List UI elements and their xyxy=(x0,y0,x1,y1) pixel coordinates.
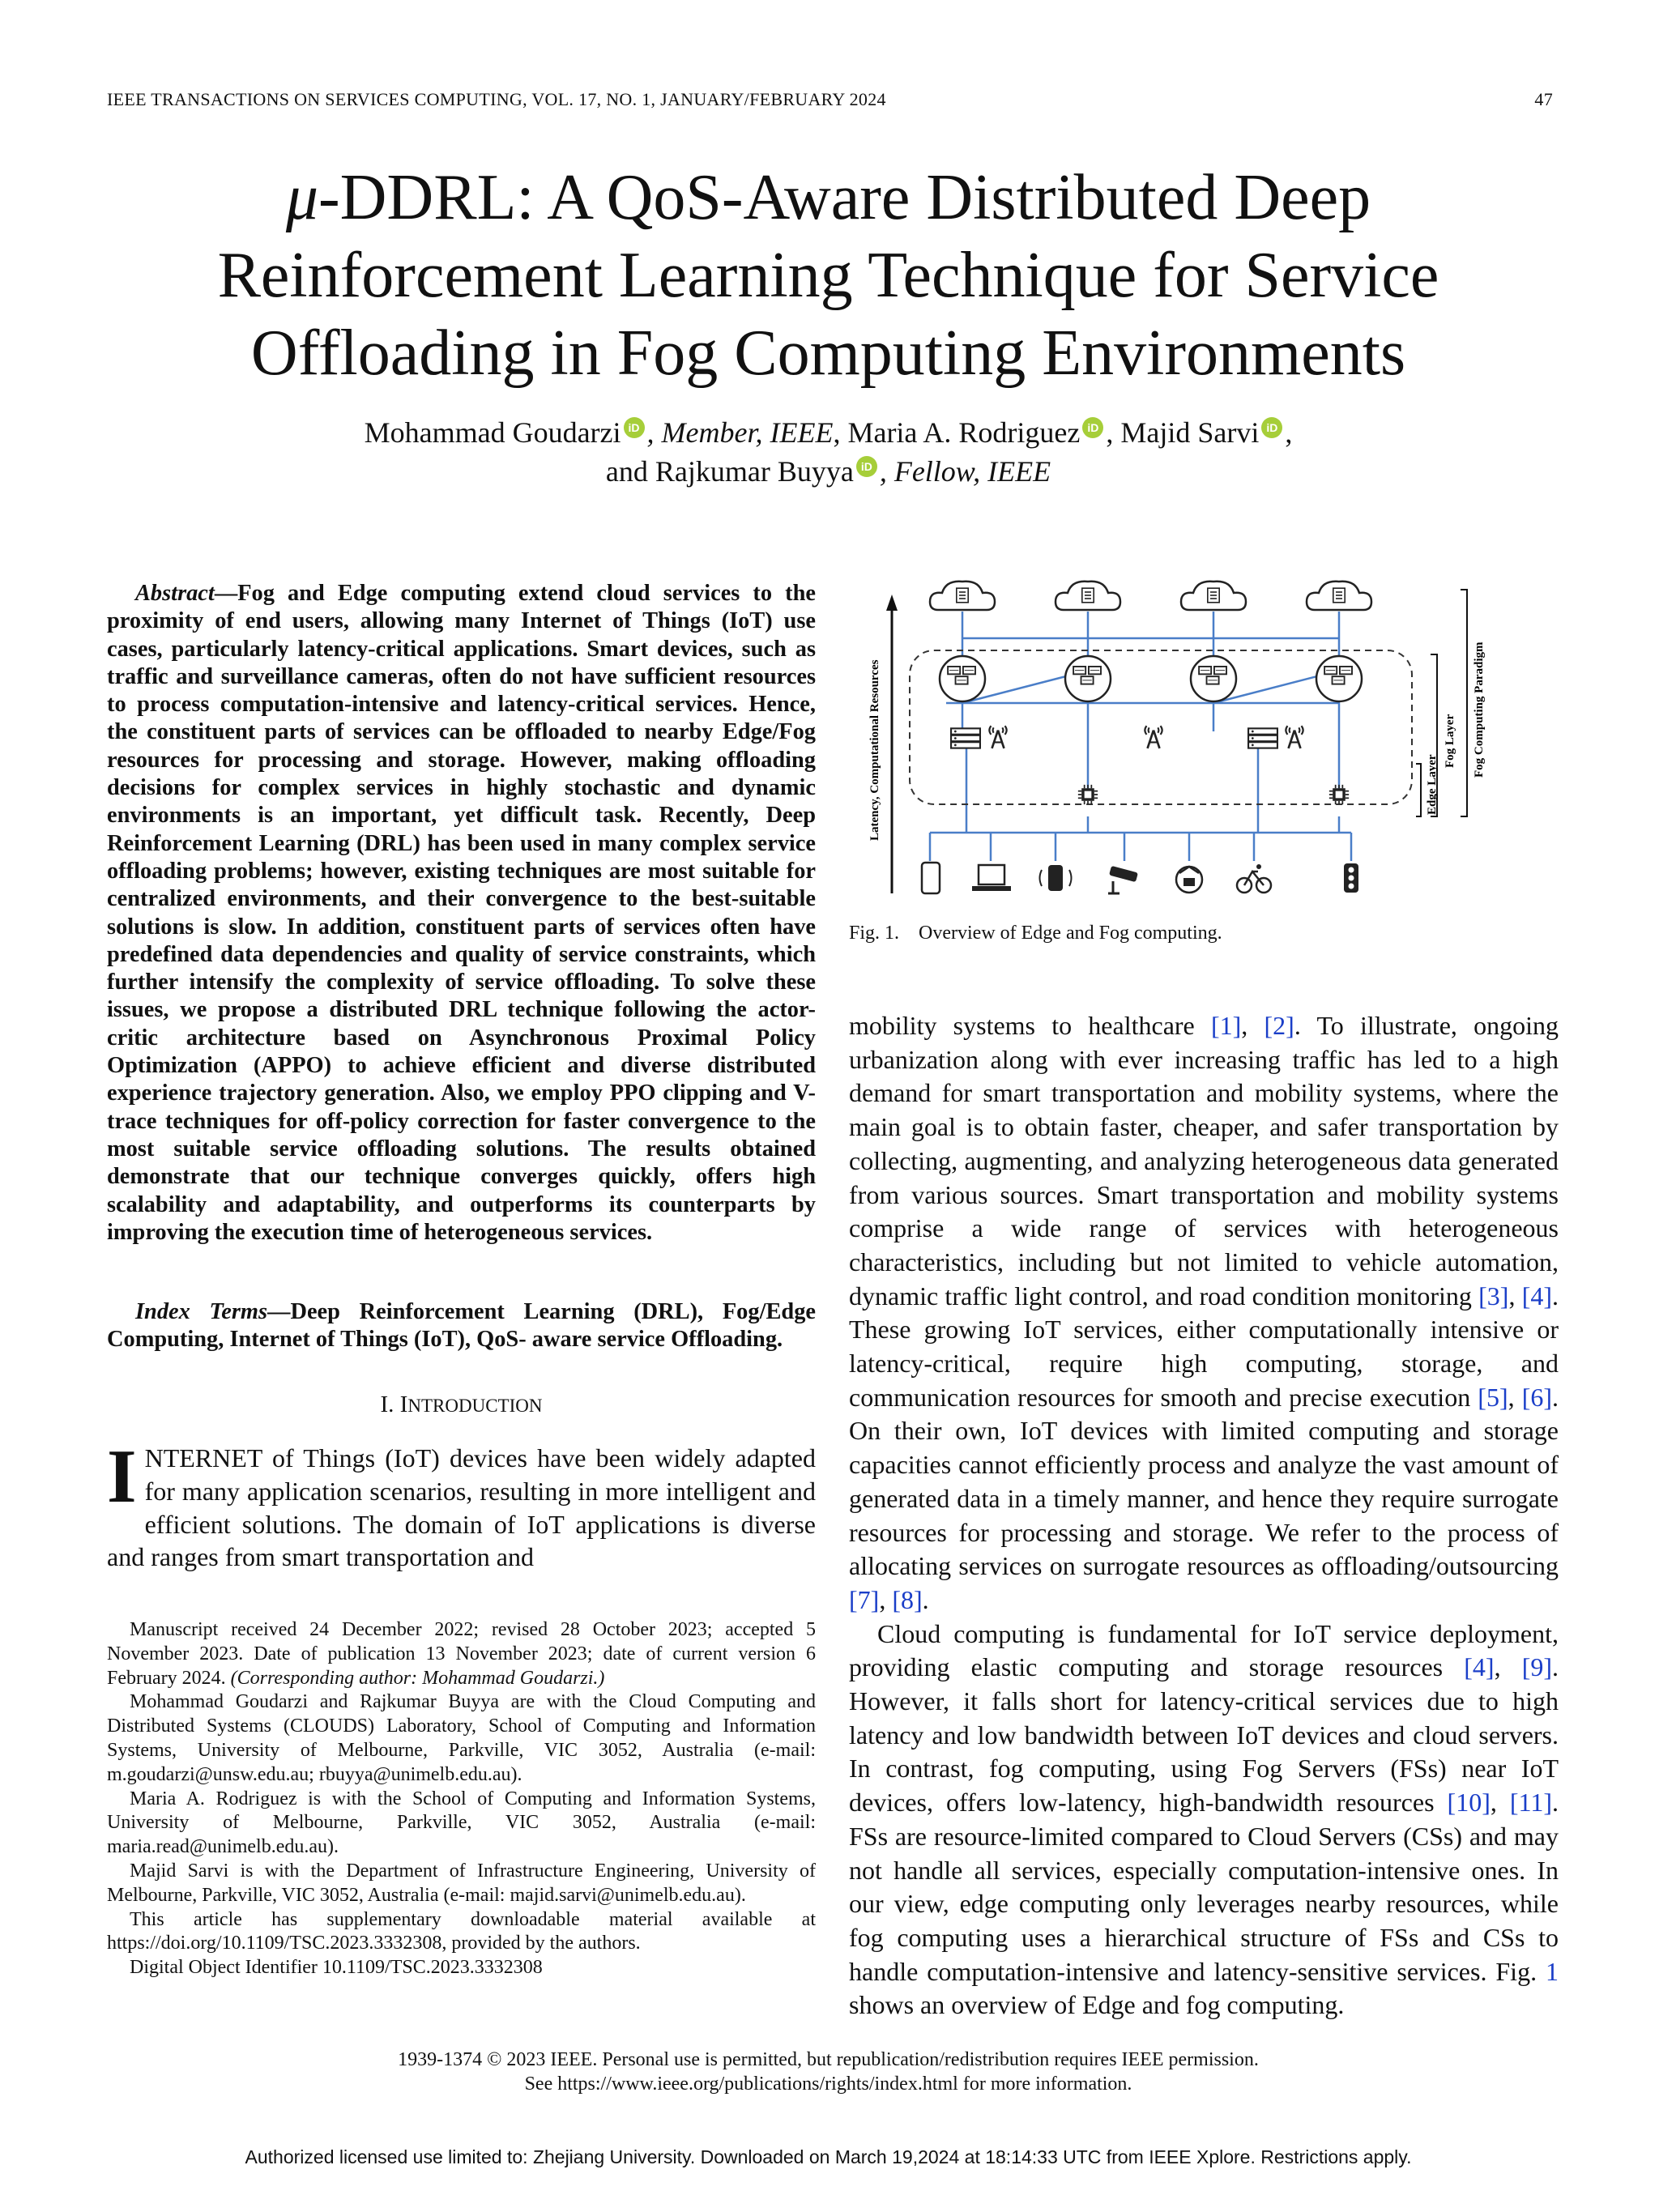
fog-server-icon xyxy=(940,656,985,701)
footnote-affiliation: Maria A. Rodriguez is with the School of Computing and Information Systems, University of Melbourne, Parkville, VIC 3052, Australia (e-mail: maria.read@unimelb.edu.au). xyxy=(107,1788,816,1858)
orcid-icon[interactable]: iD xyxy=(856,456,877,477)
author-separator: , xyxy=(1285,416,1293,449)
orcid-icon[interactable]: iD xyxy=(624,417,645,438)
bicycle-icon xyxy=(1237,864,1271,893)
footnotes xyxy=(107,1618,816,1980)
author-list xyxy=(105,413,1551,491)
corresponding-author: (Corresponding author: Mohammad Goudarzi.) xyxy=(230,1667,605,1689)
text-run: . These growing IoT services, either computationally intensive or latency-critical, require high computing, storage, and communication resources for smooth and precise execution xyxy=(849,1281,1559,1412)
title-symbol: μ xyxy=(285,162,319,233)
copyright-notice xyxy=(105,2048,1551,2096)
text-run: . On their own, IoT devices with limited computing and storage capacities cannot efficiently process and analyze the vast amount of generated data in a timely manner, and hence they require surrogate resources for processing and storage. We refer to the process of allocating services on surrogate resources as offloading/outsourcing xyxy=(849,1382,1559,1581)
section-title-first: I xyxy=(399,1392,408,1417)
citation-link[interactable]: [6] xyxy=(1521,1382,1553,1412)
text-run: . xyxy=(922,1584,929,1614)
journal-running-head: IEEE TRANSACTIONS ON SERVICES COMPUTING, VOL. 17, NO. 1, JANUARY/FEBRUARY 2024 xyxy=(107,89,886,109)
title-text: -DDRL: A QoS-Aware Distributed Deep Reinforcement Learning Technique for Service Offloading in Fog Computing Environments xyxy=(217,162,1439,389)
figure-link[interactable]: 1 xyxy=(1546,1956,1559,1986)
traffic-light-icon xyxy=(1344,863,1358,893)
text-run: . FSs are resource-limited compared to Cloud Servers (CSs) and may not handle all services, especially computation-intensive ones. In our view, edge computing only leverages nearby resources, while fog computing uses a hierarchical structure of FSs and CSs to handle computation-intensive and latency-sensitive services. Fig. xyxy=(849,1788,1559,1986)
connected-car-icon xyxy=(1040,865,1072,891)
text-run: Cloud computing is fundamental for IoT service deployment, providing elastic computing and storage resources xyxy=(849,1618,1559,1682)
text-run: , xyxy=(1508,1382,1522,1412)
intro-text: NTERNET of Things (IoT) devices have been widely adapted for many application scenarios, resulting in more intelligent and efficient solutions. The domain of IoT applications is diverse and ranges from smart transportation and xyxy=(107,1443,816,1572)
text-run: shows an overview of Edge and fog computing. xyxy=(849,1990,1345,2020)
text-run: , xyxy=(1490,1788,1510,1818)
footnote-doi: Digital Object Identifier 10.1109/TSC.2023.3332308 xyxy=(130,1957,543,1979)
axis-arrow-head xyxy=(886,595,898,611)
section-title-rest: NTRODUCTION xyxy=(407,1396,543,1416)
figure-caption-label: Fig. 1. xyxy=(849,923,900,944)
cloud-server-icon xyxy=(930,582,995,610)
smart-home-icon xyxy=(1176,867,1202,893)
laptop-icon xyxy=(972,865,1011,891)
figure-caption xyxy=(849,923,1222,944)
axis-label: Latency, Computational Resources xyxy=(868,659,881,841)
index-terms xyxy=(107,1298,816,1354)
citation-link[interactable]: [4] xyxy=(1521,1281,1553,1311)
abstract-text: —Fog and Edge computing extend cloud services to the proximity of end users, allowing many Internet of Things (IoT) use cases, particularly latency-critical applications. Smart devices, such as traffic and surveillance cameras, often do not have sufficient resources to process computation-intensive and latency-critical services. Hence, the constituent parts of services can be offloaded to nearby Edge/Fog resources for processing and storage. However, making offloading decisions for complex services in highly stochastic and dynamic environments is an important, yet difficult task. Recently, Deep Reinforcement Learning (DRL) has been used in many complex service offloading problems; however, existing techniques are most suitable for centralized environments, and their convergence to the best-suitable solutions is slow. In addition, constituent parts of services often have predefined data dependencies and quality of service constraints, which further intensify the complexity of service offloading. To solve these issues, we propose a distributed DRL technique following the actor-critic architecture based on Asynchronous Proximal Policy Optimization (APPO) to achieve efficient and diverse distributed experience trajectory generation. Also, we employ PPO clipping and V-trace techniques for off-policy correction for faster convergence to the most suitable service offloading solutions. The results obtained demonstrate that our technique converges quickly, offers high scalability and adaptability, and outperforms its counterparts by improving the execution time of heterogeneous services. xyxy=(107,581,816,1245)
section-number: I. xyxy=(380,1392,394,1417)
citation-link[interactable]: [4] xyxy=(1464,1652,1495,1682)
paper-title xyxy=(105,159,1551,392)
fog-server-icon xyxy=(1065,656,1111,701)
phone-icon xyxy=(922,863,940,893)
citation-link[interactable]: [5] xyxy=(1478,1382,1508,1412)
cloud-server-icon xyxy=(1056,582,1120,610)
text-run: , xyxy=(1508,1281,1522,1311)
author-name: Mohammad Goudarzi xyxy=(364,416,621,449)
citation-link[interactable]: [8] xyxy=(892,1584,923,1614)
abstract-label: Abstract xyxy=(135,581,215,606)
body-text-right-column xyxy=(849,1009,1559,2022)
running-header xyxy=(107,89,1553,110)
microcontroller-icon xyxy=(1078,785,1098,804)
citation-link[interactable]: [1] xyxy=(1210,1011,1242,1040)
gateway-icon xyxy=(951,728,980,748)
index-terms-text: —Deep Reinforcement Learning (DRL), Fog/Edge Computing, Internet of Things (IoT), QoS- aware service Offloading. xyxy=(107,1299,816,1353)
fog-paradigm-label: Fog Computing Paradigm xyxy=(1473,641,1486,778)
text-run: . However, it falls short for latency-critical services due to high latency and low bandwidth between IoT devices and cloud servers. In contrast, fog computing, using Fog Servers (FSs) near IoT devices, offers low-latency, high-bandwidth resources xyxy=(849,1652,1559,1818)
figure-caption-text: Overview of Edge and Fog computing. xyxy=(919,923,1222,944)
antenna-icon xyxy=(989,726,1006,748)
author-name: , Maria A. Rodriguez xyxy=(833,416,1081,449)
fog-server-icon xyxy=(1316,656,1362,701)
page-number: 47 xyxy=(1534,89,1553,109)
citation-link[interactable]: [9] xyxy=(1521,1652,1553,1682)
antenna-icon xyxy=(1145,726,1162,748)
cloud-server-icon xyxy=(1181,582,1246,610)
copyright-link-line: See https://www.ieee.org/publications/rights/index.html for more information. xyxy=(524,2073,1132,2095)
text-run: mobility systems to healthcare xyxy=(849,1011,1211,1040)
text-run: . To illustrate, ongoing urbanization along with ever increasing traffic has led to a high demand for smart transportation and mobility systems, where the main goal is to obtain faster, cheaper, and safer transportation by collecting, augmenting, and analyzing heterogeneous data generated from various sources. Smart transportation and mobility systems comprise a wide range of services with heterogeneous characteristics, including but not limited to vehicle automation, dynamic traffic light control, and road condition monitoring xyxy=(849,1011,1559,1311)
section-heading xyxy=(107,1392,816,1418)
body-paragraph xyxy=(849,1617,1559,2022)
microcontroller-icon xyxy=(1329,785,1349,804)
author-name: , Majid Sarvi xyxy=(1106,416,1260,449)
received-text: Manuscript received 24 December 2022; revised 28 October 2023; accepted 5 November 2023. Date of publication 13 November 2023; date of current version 6 February 2024. xyxy=(107,1619,816,1689)
cloud-server-icon xyxy=(1307,582,1371,610)
citation-link[interactable]: [10] xyxy=(1447,1788,1491,1818)
footnote-affiliation: Mohammad Goudarzi and Rajkumar Buyya are with the Cloud Computing and Distributed Systems (CLOUDS) Laboratory, School of Computing and Information Systems, University of Melbourne, Parkville, VIC 3052, Australia (e-mail: m.goudarzi@unsw.edu.au; rbuyya@unimelb.edu.au). xyxy=(107,1691,816,1785)
license-notice: Authorized licensed use limited to: Zhejiang University. Downloaded on March 19,2024 at 18:14:33 UTC from IEEE Xplore. Restrictions apply. xyxy=(245,2146,1412,2167)
intro-paragraph xyxy=(107,1434,816,1574)
text-run: , xyxy=(879,1584,893,1614)
citation-link[interactable]: [3] xyxy=(1478,1281,1509,1311)
drop-cap: I xyxy=(107,1434,137,1519)
orcid-icon[interactable]: iD xyxy=(1261,417,1282,438)
citation-link[interactable]: [2] xyxy=(1264,1011,1294,1040)
author-affiliation-role: , Member, IEEE xyxy=(646,416,834,449)
index-terms-label: Index Terms xyxy=(135,1299,268,1324)
footnote-supplementary: This article has supplementary downloadable material available at https://doi.org/10.1109/TSC.2023.3332308, provided by the authors. xyxy=(107,1908,816,1954)
abstract xyxy=(107,580,816,1247)
author-affiliation-role: , Fellow, IEEE xyxy=(879,455,1051,488)
fog-server-icon xyxy=(1191,656,1236,701)
citation-link[interactable]: [11] xyxy=(1509,1788,1553,1818)
citation-link[interactable]: [7] xyxy=(849,1584,880,1614)
edge-layer-label: Edge Layer xyxy=(1426,754,1439,815)
text-run: , xyxy=(1494,1652,1522,1682)
body-paragraph xyxy=(849,1009,1559,1617)
orcid-icon[interactable]: iD xyxy=(1082,417,1103,438)
author-name: and Rajkumar Buyya xyxy=(605,455,854,488)
fog-layer-label: Fog Layer xyxy=(1444,714,1456,768)
copyright-line: 1939-1374 © 2023 IEEE. Personal use is permitted, but republication/redistribution requires IEEE permission. xyxy=(398,2049,1259,2070)
footnote-affiliation: Majid Sarvi is with the Department of Infrastructure Engineering, University of Melbourne, Parkville, VIC 3052, Australia (e-mail: majid.sarvi@unimelb.edu.au). xyxy=(107,1860,816,1906)
layer-brackets xyxy=(1416,590,1467,816)
antenna-icon xyxy=(1286,726,1303,748)
text-run: , xyxy=(1241,1011,1265,1040)
figure-edge-fog-overview xyxy=(849,573,1559,922)
footnote-received xyxy=(107,1618,816,1690)
cctv-camera-icon xyxy=(1108,866,1138,893)
network-links xyxy=(930,612,1351,861)
gateway-icon xyxy=(1248,728,1277,748)
